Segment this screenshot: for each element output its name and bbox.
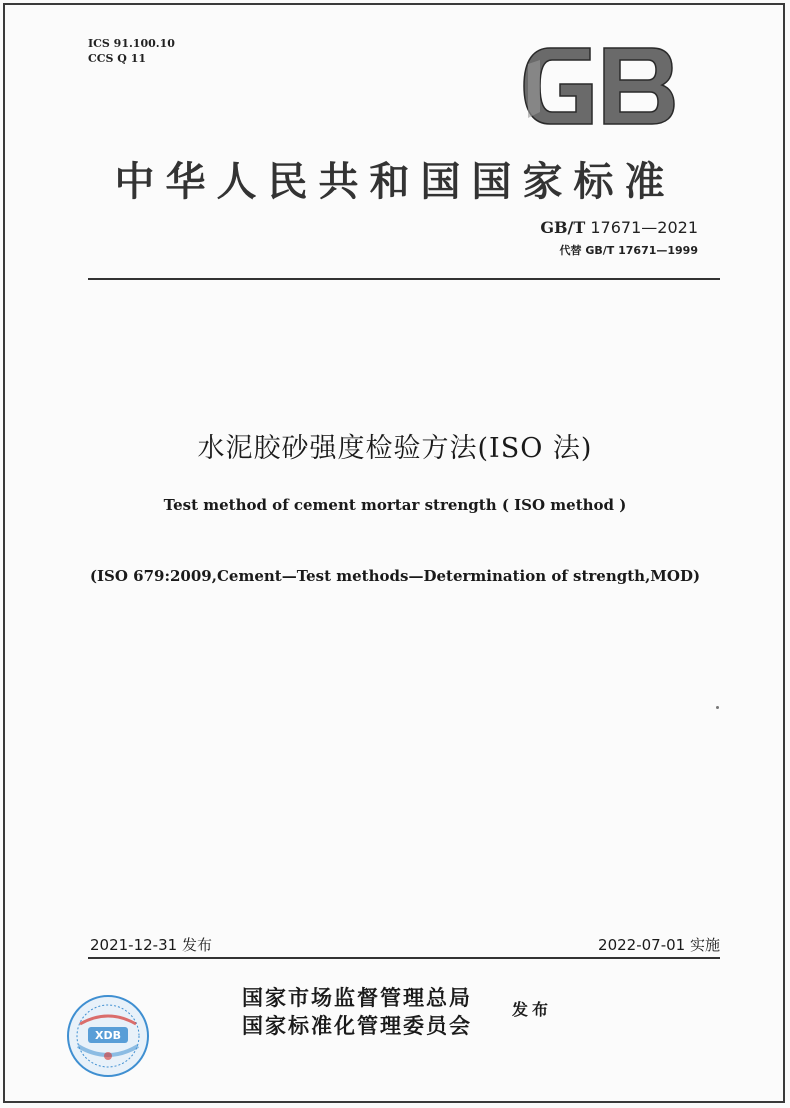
standard-code: 17671—2021 xyxy=(590,218,698,237)
top-divider xyxy=(88,278,720,280)
chinese-title: 水泥胶砂强度检验方法(ISO 法) xyxy=(197,433,593,464)
standard-number xyxy=(540,218,698,237)
issuer-samr: 国家市场监督管理总局 xyxy=(242,985,472,1010)
replaces-standard: 代替 GB/T 17671—1999 xyxy=(559,244,698,257)
national-standard-title: 中华人民共和国国家标准 xyxy=(114,158,676,205)
issuer-sac: 国家标准化管理委员会 xyxy=(242,1013,472,1038)
anti-counterfeit-seal xyxy=(66,994,150,1078)
iso-reference: (ISO 679:2009,Cement—Test methods—Determination of strength,MOD) xyxy=(89,567,701,585)
issuing-authorities xyxy=(242,984,472,1040)
standard-prefix: GB/T xyxy=(540,218,586,237)
classification-codes xyxy=(88,36,175,66)
ics-code: ICS 91.100.10 xyxy=(88,37,175,50)
scan-speck xyxy=(716,706,719,709)
english-title: Test method of cement mortar strength ( ISO method ) xyxy=(163,496,627,514)
svg-text:XDB: XDB xyxy=(95,1029,121,1042)
bottom-divider xyxy=(88,957,720,959)
ccs-code: CCS Q 11 xyxy=(88,52,147,65)
gb-logo xyxy=(520,44,678,128)
issue-label: 发布 xyxy=(512,1000,553,1019)
implementation-date: 2022-07-01 实施 xyxy=(598,936,720,954)
issue-date: 2021-12-31 发布 xyxy=(90,936,212,954)
